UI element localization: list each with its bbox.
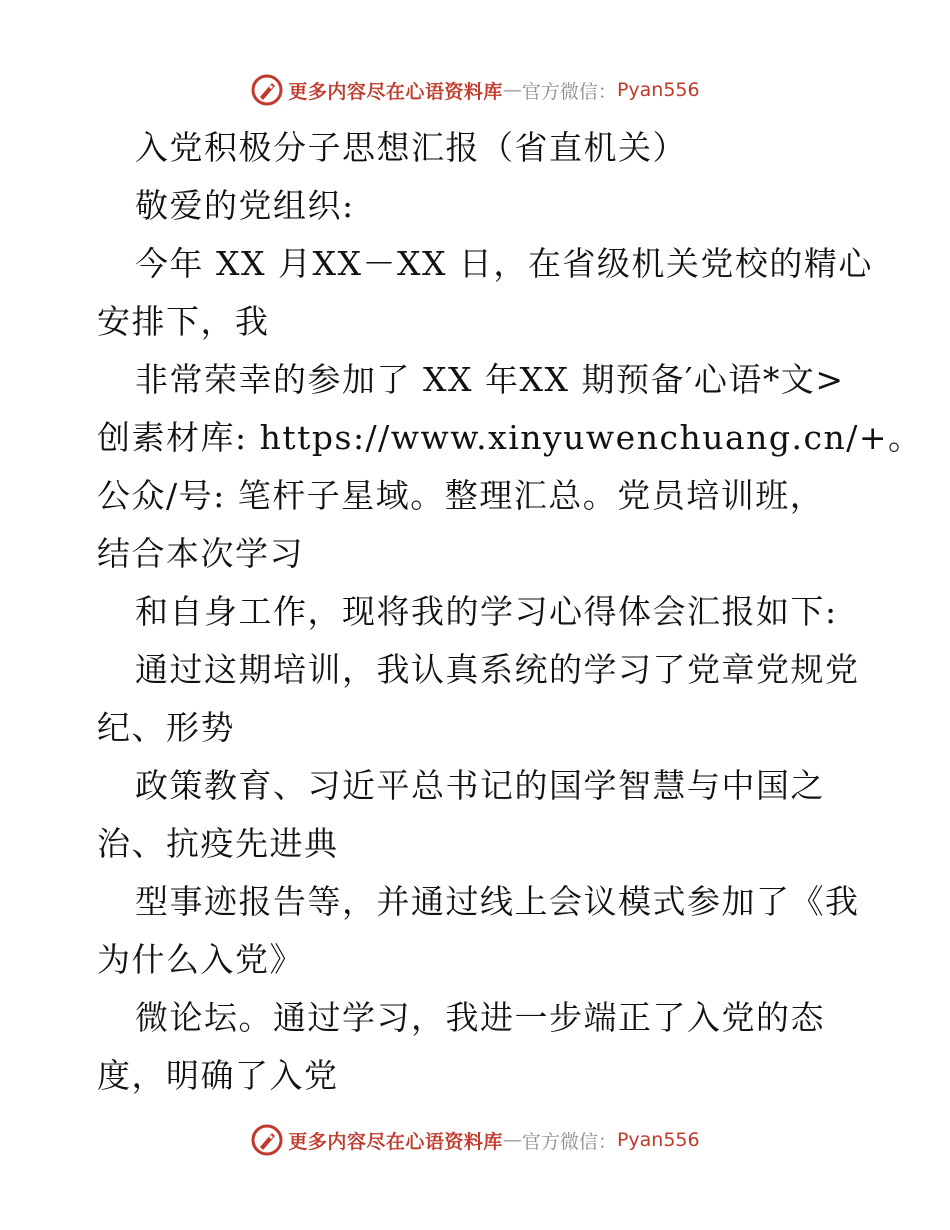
paragraph-line: 通过这期培训，我认真系统的学习了党章党规党 <box>135 650 860 689</box>
paragraph-line: 度，明确了入党 <box>97 1056 339 1095</box>
paragraph-line: 公众/号: 笔杆子星域。整理汇总。党员培训班， <box>97 476 825 515</box>
paragraph-line: 结合本次学习 <box>97 534 304 573</box>
paragraph-line: 型事迹报告等，并通过线上会议模式参加了《我 <box>135 882 860 921</box>
paragraph-line: 安排下，我 <box>97 302 270 341</box>
watermark-separator: — <box>502 1129 522 1151</box>
paragraph-line: 今年 XX 月XX－XX 日，在省级机关党校的精心 <box>135 244 873 283</box>
watermark-wechat-label: 官方微信： <box>521 1130 617 1153</box>
pen-nib-logo-icon <box>250 1123 284 1157</box>
watermark-brand-text: 更多内容尽在心语资料库 <box>288 80 503 103</box>
paragraph-line: 和自身工作，现将我的学习心得体会汇报如下: <box>135 592 838 631</box>
paragraph-line: 纪、形势 <box>97 708 235 747</box>
watermark-separator: — <box>502 79 522 101</box>
pen-nib-logo-icon <box>250 73 284 107</box>
paragraph-line: 为什么入党》 <box>97 940 304 979</box>
watermark-brand-text: 更多内容尽在心语资料库 <box>288 1130 503 1153</box>
header-watermark-banner <box>0 70 950 110</box>
watermark-wechat-label: 官方微信： <box>521 80 617 103</box>
watermark-wechat-id: Pyan556 <box>616 1129 700 1151</box>
document-title: 入党积极分子思想汇报（省直机关） <box>135 128 687 167</box>
paragraph-line: 创素材库: https://www.xinyuwenchuang.cn/+。 <box>97 418 923 457</box>
salutation: 敬爱的党组织: <box>135 186 355 225</box>
paragraph-line: 治、抗疫先进典 <box>97 824 339 863</box>
footer-watermark-banner <box>0 1120 950 1160</box>
paragraph-line: 政策教育、习近平总书记的国学智慧与中国之 <box>135 766 825 805</box>
paragraph-line: 非常荣幸的参加了 XX 年XX 期预备′心语*文> <box>135 360 845 399</box>
watermark-wechat-id: Pyan556 <box>616 79 700 101</box>
document-body <box>97 119 923 1105</box>
paragraph-line: 微论坛。通过学习，我进一步端正了入党的态 <box>135 998 825 1037</box>
